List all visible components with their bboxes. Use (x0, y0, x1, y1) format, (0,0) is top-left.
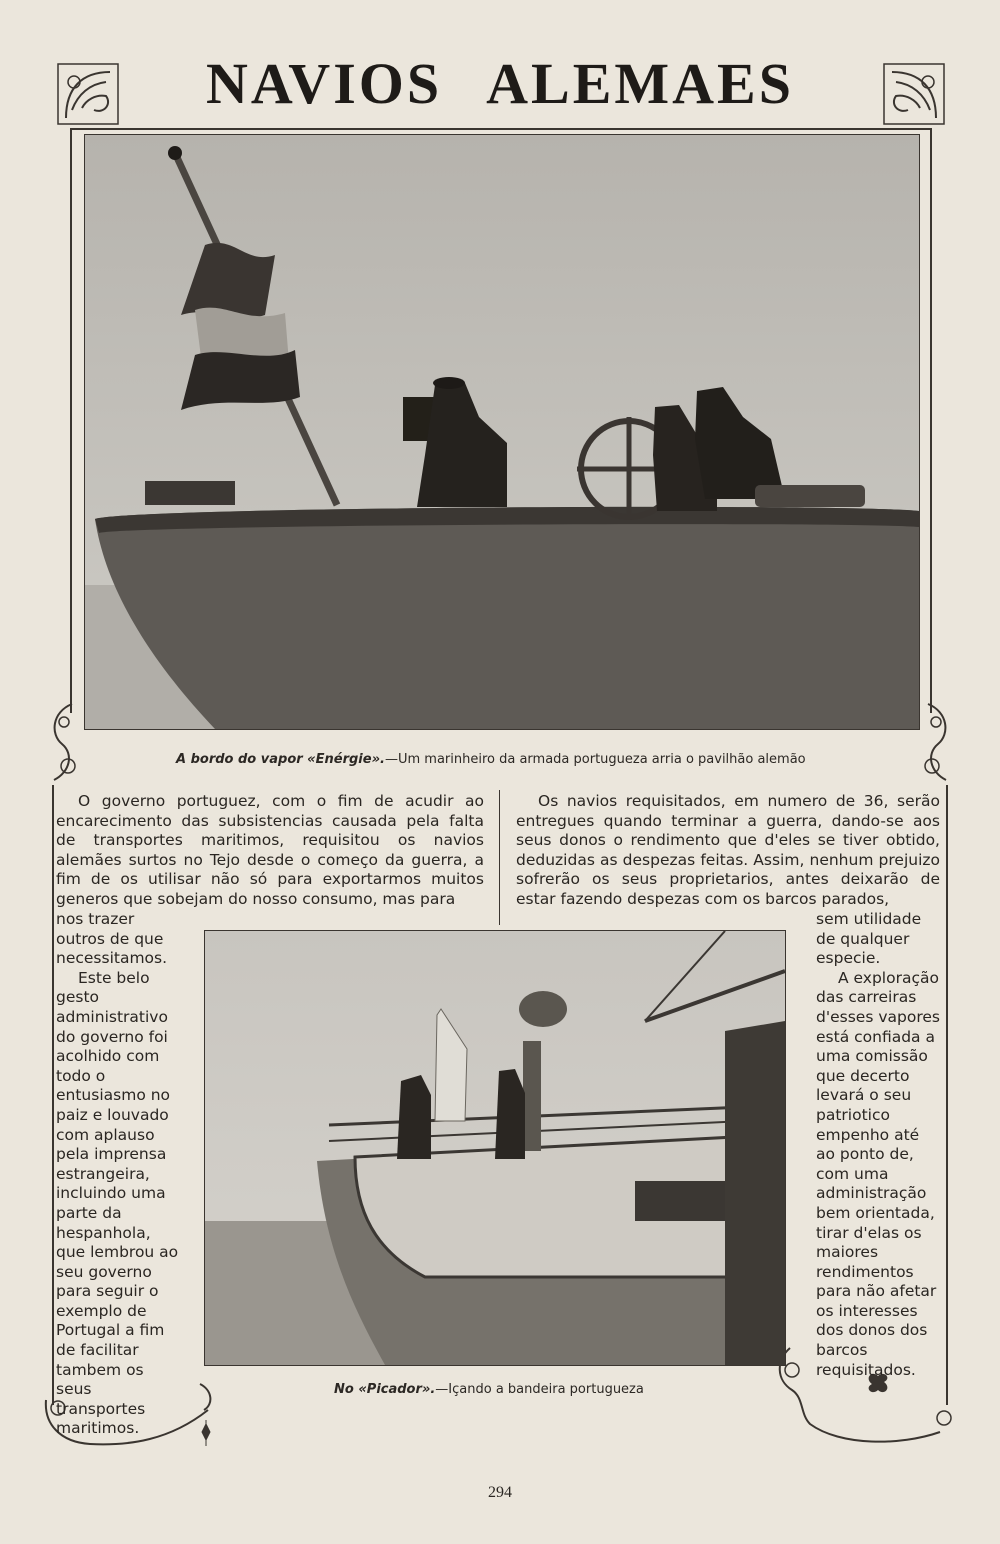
right-column-narrow: sem utilidade de qualquer especie. A exploração das carreiras d'esses vapores está confiada a uma comissão que decerto levará o seu patriotico empenho até ao ponto de, com uma administração bem orientada, tirar d'elas os maiores rendimentos para não afetar os interesses dos donos dos barcos requisitados. (816, 910, 940, 1379)
ornament-top-left-icon (52, 58, 124, 130)
frame-center-rule (499, 790, 500, 925)
page-number: 294 (488, 1484, 512, 1501)
photo-picador-stern (204, 930, 786, 1366)
photo2-caption: No «Picador».—Içando a bandeira portugueza (334, 1382, 644, 1397)
frame-left-rule-lower (52, 785, 54, 1405)
ship-bow-photo-icon (85, 135, 919, 729)
ornament-top-right-icon (878, 58, 950, 130)
page-title: NAVIOS ALEMAES (206, 51, 794, 116)
photo1-caption: A bordo do vapor «Enérgie».—Um marinheiro da armada portugueza arria o pavilhão alemão (176, 752, 806, 767)
frame-left-rule-upper (70, 128, 72, 713)
left-column-para1: O governo portuguez, com o fim de acudir ao encarecimento das subsistencias causada pela falta de transportes maritimos, requisitou os navios alemães surtos no Tejo desde o começo da guerra, a fim de os utilisar não só para exportarmos muitos generos que sobejam do nosso consumo, mas para (56, 792, 484, 908)
right-column-para1: Os navios requisitados, em numero de 36, serão entregues quando terminar a guerra, dando-se aos seus donos o rendimento que d'eles se tiver obtido, deduzidas as despezas feitas. Assim, nenhum prejuizo sofrerão os seus proprietarios, antes deixarão de estar fazendo despezas com os barcos parados, (516, 792, 940, 908)
frame-right-rule-upper (930, 128, 932, 713)
photo-energie-bow (84, 134, 920, 730)
ship-stern-photo-icon (205, 931, 785, 1365)
frame-top-rule (70, 128, 932, 130)
left-column-narrow: nos trazer outros de que necessitamos. Este belo gesto administrativo do governo foi acolhido com todo o entusiasmo no paiz e louvado com aplauso pela imprensa estrangeira, incluindo uma parte da hespanhola, que lembrou ao seu governo para seguir o exemplo de Portugal a fim de facilitar tambem os seus transportes maritimos. (56, 910, 179, 1438)
frame-right-rule-lower (946, 785, 948, 1405)
